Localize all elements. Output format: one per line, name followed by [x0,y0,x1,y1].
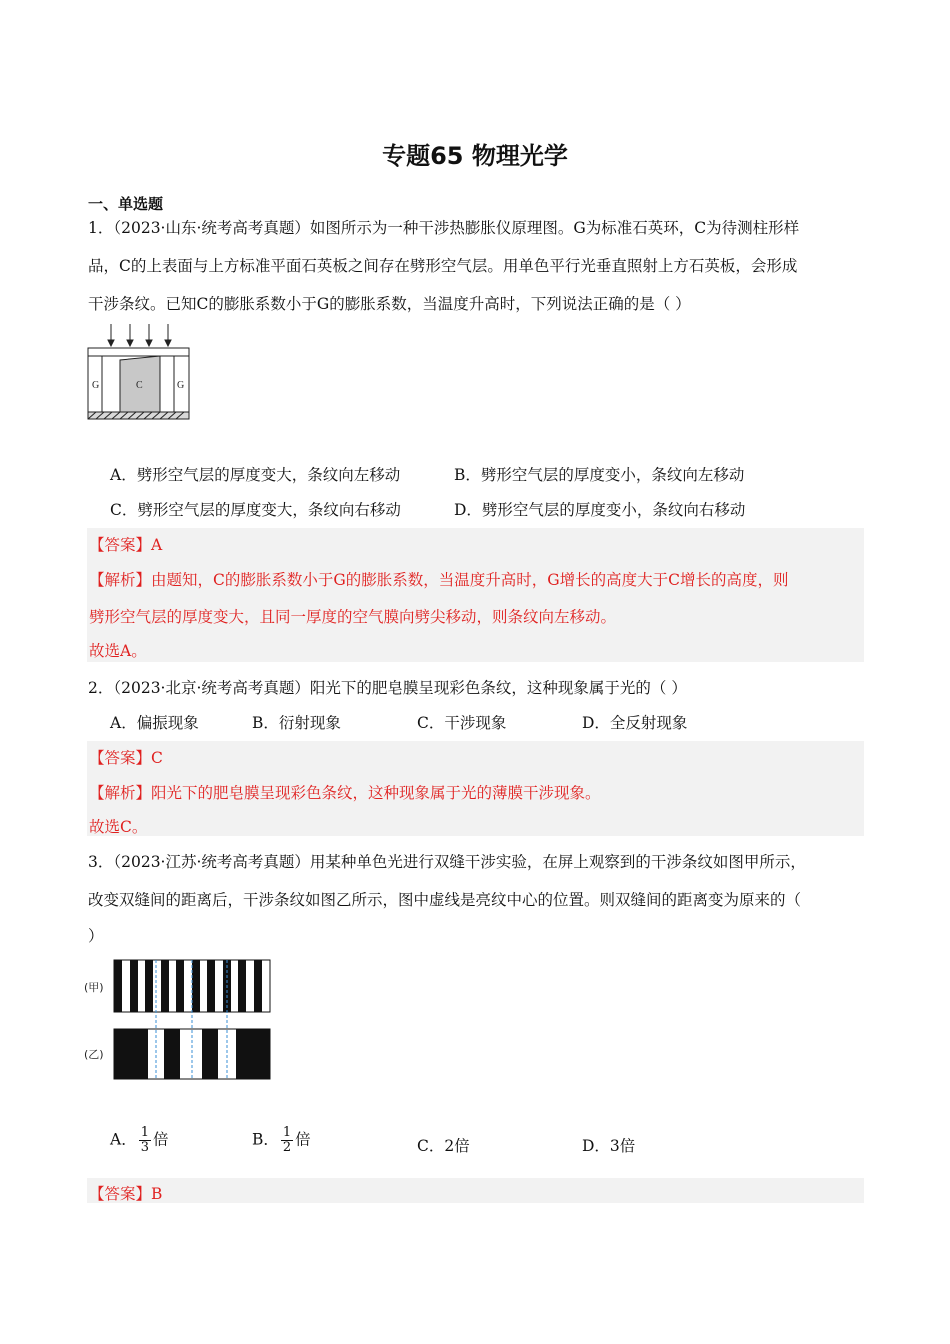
q3-answer: 【答案】B [89,1185,163,1203]
q2-text: 2．（2023·北京·统考高考真题）阳光下的肥皂膜呈现彩色条纹，这种现象属于光的（ ） [88,679,687,697]
q1-text-line-1: 1．（2023·山东·统考高考真题）如图所示为一种干涉热膨胀仪原理图。G为标准石英环，C为待测柱形样 [88,219,800,237]
q3-answer-box [87,1178,864,1203]
q2-option-b[interactable]: B．衍射现象 [252,714,341,732]
q1-option-a[interactable]: A．劈形空气层的厚度变大，条纹向左移动 [110,466,401,484]
q3-text-line-1: 3．（2023·江苏·统考高考真题）用某种单色光进行双缝干涉实验，在屏上观察到的干涉条纹如图甲所示， [88,853,806,871]
q2-option-c[interactable]: C．干涉现象 [417,714,507,732]
q1-dilatometer-figure [86,322,192,422]
q3-option-b[interactable] [252,1126,311,1155]
q1-answer-box [87,528,864,662]
q1-answer: 【答案】A [89,536,163,554]
q1-fig-label-g-left: G [92,380,100,391]
q1-option-c[interactable]: C．劈形空气层的厚度变大，条纹向右移动 [110,501,401,519]
q2-analysis-line-1: 【解析】阳光下的肥皂膜呈现彩色条纹，这种现象属于光的薄膜干涉现象。 [89,784,601,802]
q3-option-b-numerator: 1 [282,1125,292,1140]
q3-option-a-denominator: 3 [140,1140,149,1155]
q3-option-d[interactable]: D．3倍 [582,1137,636,1155]
q3-fig-label-jia: (甲) [84,981,104,994]
q3-option-a-prefix: A． [110,1130,137,1149]
q3-option-a-fraction [139,1126,151,1155]
q3-text-line-3: ） [88,927,104,945]
q2-answer-box [87,741,864,836]
q1-option-d[interactable]: D．劈形空气层的厚度变小，条纹向右移动 [454,501,746,519]
q3-option-b-denominator: 2 [282,1140,292,1155]
q3-fig-label-yi: (乙) [84,1048,104,1061]
q1-text-line-3: 干涉条纹。已知C的膨胀系数小于G的膨胀系数，当温度升高时，下列说法正确的是（ ） [88,295,691,313]
q1-analysis-line-1: 【解析】由题知，C的膨胀系数小于G的膨胀系数，当温度升高时，G增长的高度大于C增长的高度，则 [89,571,789,589]
page-title: 专题65 物理光学 [382,142,568,170]
q3-fringe-figure [84,958,274,1082]
q3-option-b-suffix: 倍 [295,1130,311,1149]
q2-option-d[interactable]: D．全反射现象 [582,714,688,732]
q2-analysis-line-2: 故选C。 [89,818,148,836]
q1-analysis-line-2: 劈形空气层的厚度变大，且同一厚度的空气膜向劈尖移动，则条纹向左移动。 [89,608,617,626]
q1-option-b[interactable]: B．劈形空气层的厚度变小，条纹向左移动 [454,466,745,484]
q1-fig-label-c: C [136,380,143,391]
section-heading: 一、单选题 [88,195,164,213]
q3-option-a-numerator: 1 [140,1125,149,1140]
q2-option-a[interactable]: A．偏振现象 [110,714,199,732]
q3-option-a-suffix: 倍 [152,1130,169,1149]
q2-answer: 【答案】C [89,749,163,767]
q3-text-line-2: 改变双缝间的距离后，干涉条纹如图乙所示，图中虚线是亮纹中心的位置。则双缝间的距离变为原来的（ [88,891,802,909]
q1-fig-label-g-right: G [177,380,185,391]
q1-text-line-2: 品，C的上表面与上方标准平面石英板之间存在劈形空气层。用单色平行光垂直照射上方石英板，会形成 [88,257,798,275]
q1-analysis-line-3: 故选A。 [89,642,147,660]
q3-option-c[interactable]: C．2倍 [417,1137,470,1155]
q3-option-b-prefix: B． [252,1130,279,1149]
q3-option-a[interactable] [110,1126,169,1155]
q3-option-b-fraction [281,1126,293,1155]
